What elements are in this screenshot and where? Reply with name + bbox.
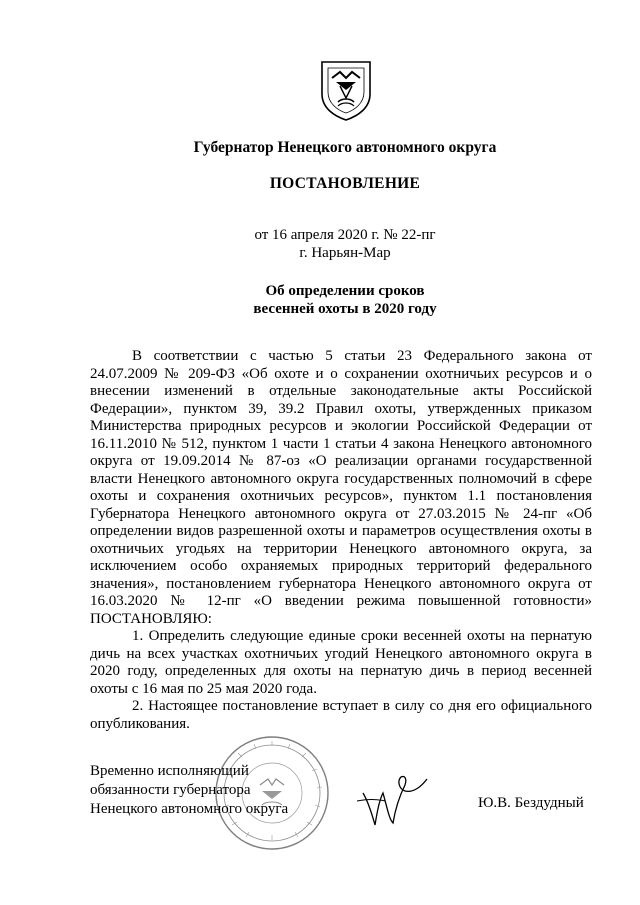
position-line-1: Временно исполняющий: [90, 763, 249, 779]
document-type: ПОСТАНОВЛЕНИЕ: [269, 175, 421, 192]
issuer-title: Губернатор Ненецкого автономного округа: [193, 139, 497, 156]
item-2-paragraph: 2. Настоящее постановление вступает в силу со дня его официального опубликования.: [90, 698, 592, 732]
document-body: [90, 348, 592, 733]
signatory-name: Ю.В. Бездудный: [478, 795, 584, 811]
position-line-3: Ненецкого автономного округа: [90, 801, 289, 817]
subject-line-1: Об определении сроков: [265, 283, 425, 299]
handwritten-signature: [355, 763, 435, 833]
coat-of-arms-icon: [318, 58, 374, 122]
subject-line-2: весенней охоты в 2020 году: [253, 301, 437, 317]
document-subject: [0, 282, 640, 318]
signatory-position: [90, 762, 288, 819]
preamble-paragraph: В соответствии с частью 5 статьи 23 Федерального закона от 24.07.2009 № 209-ФЗ «Об охоте и о сохранении охотничьих ресурсов и о внесении изменений в отдельные законодательные акты Российской Федерации», пунктом 39, 39.2 Правил охоты, утвержденных приказом Министерства природных ресурсов и экологии Российской Федерации от 16.11.2010 № 512, пунктом 1 части 1 статьи 4 закона Ненецкого автономного округа от 19.09.2014 № 87-оз «О реализации органами государственной власти Ненецкого автономного округа государственных полномочий в сфере охоты и сохранения охотничьих ресурсов», пунктом 1.1 постановления Губернатора Ненецкого автономного округа от 27.03.2015 № 24-пг «Об определении видов разрешенной охоты и параметров осуществления охоты в охотничьих угодьях на территории Ненецкого автономного округа, за исключением особо охраняемых природных территорий федерального значения», постановлением губернатора Ненецкого автономного округа от 16.03.2020 № 12-пг «О введении режима повышенной готовности» ПОСТАНОВЛЯЮ:: [90, 348, 592, 627]
position-line-2: обязанности губернатора: [90, 782, 251, 798]
item-1-paragraph: 1. Определить следующие единые сроки весенней охоты на пернатую дичь на всех участках охотничьих угодий Ненецкого автономного округа в 2020 году, определенных для охоты на пернатую дичь в период весенней охоты с 16 мая по 25 мая 2020 года.: [90, 628, 592, 697]
document-date-number: от 16 апреля 2020 г. № 22-пг: [254, 227, 436, 243]
document-city: г. Нарьян-Мар: [299, 245, 391, 261]
